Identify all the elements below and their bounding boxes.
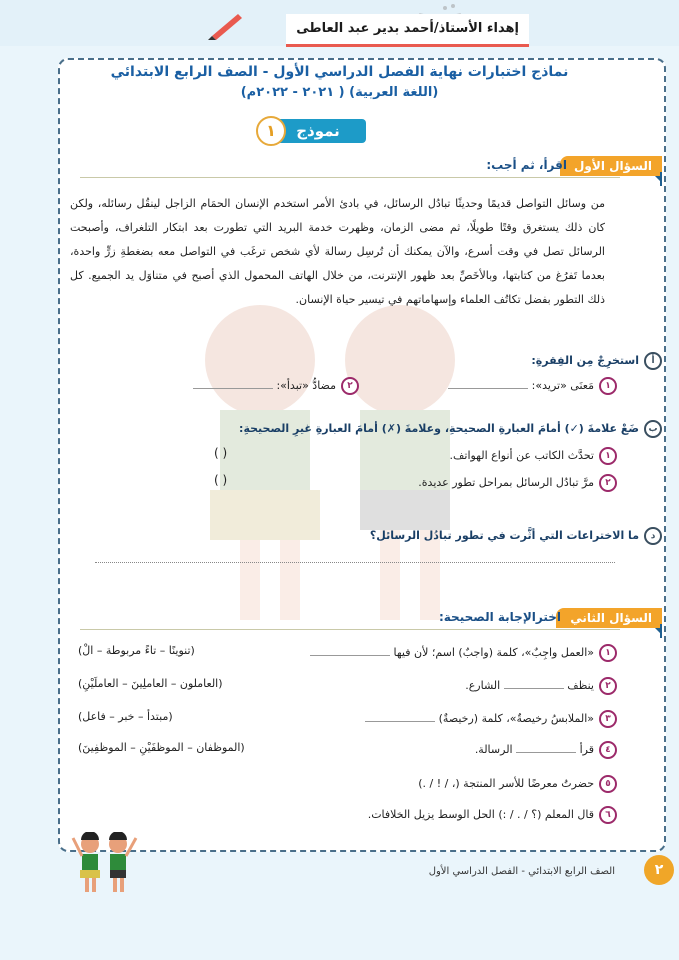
q2-item-3-options: (مبتدأ – خبر – فاعل) xyxy=(78,710,173,723)
q2-item-1-options: (تنوينًا – تاءً مربوطة – الْ) xyxy=(78,644,195,657)
divider xyxy=(80,629,620,630)
item-number: ٢ xyxy=(341,377,359,395)
pencil-icon xyxy=(208,10,244,40)
q2-item-6 xyxy=(368,806,617,824)
part-a-prompt xyxy=(531,352,662,370)
item-text-after: الشارع. xyxy=(465,679,501,692)
q2-item-4-options: (الموظفان – الموظفَيْنِ – الموظفِينَ) xyxy=(78,741,245,754)
item-text: قال المعلم (؟ / . / :) الحل الوسط يزيل الخلافات. xyxy=(367,808,594,821)
part-c-text: ما الاختراعات التي أثَّرت في تطور تبادُل الرسائل؟ xyxy=(369,529,639,542)
item-text: حضرتُ معرضًا للأسر المنتجة (، / ! / .) xyxy=(418,777,594,790)
item-text: «العمل واجِبٌ»، كلمة (واجبٌ) اسم؛ لأن فيها xyxy=(393,646,594,659)
question1-instruction: اقرأ، ثم أجب: xyxy=(486,158,567,172)
part-a-item-2 xyxy=(193,377,359,395)
reading-passage: من وسائل التواصل قديمًا وحديثًا تبادُل الرسائل، في بادئ الأمر استخدم الإنسان الحمَام الزاجل لينقُل رسائله، ولكن كان ذلك يستغرق وقتًا طويلًا، ثم مضى الزمان، وظهرت خدمة البريد التي تطورت بعد ابتكار التلغراف، وأصبحت الرسائل تصل في وقت أسرع، والآن يمكنك أن تُرسِل رسالة لأي شخص ترغَب في التواصل معه بضغطةِ زرٍّ واحدة، بعدما تَفرُغ من كتابتها، وبالأخَصِّ بعد ظهور الإنترنت، من خلال الهاتف المحمول الذي أصبح في متناوَل يد الجميع. كل ذلك التطور بفضل تكاتُف العلماء وإسهاماتهم في تيسير حياة الإنسان. xyxy=(70,197,605,306)
item-text-before: قرأ xyxy=(579,743,594,756)
item-text: مَعنَى «تريد»: xyxy=(531,379,594,392)
question1-tab: السؤال الأول xyxy=(560,156,662,176)
exam-title: نماذج اختبارات نهاية الفصل الدراسي الأول - الصف الرابع الابتدائي xyxy=(110,64,569,80)
dedication-banner: إهداء الأستاذ/أحمد بدير عبد العاطى xyxy=(286,14,529,47)
question2-tab: السؤال الثاني xyxy=(556,608,662,628)
part-a-letter: أ xyxy=(644,352,662,370)
model-label: نموذج xyxy=(270,119,366,143)
kids-illustration xyxy=(70,832,142,894)
part-c-letter: د xyxy=(644,527,662,545)
item-text-before: ينظف xyxy=(567,679,594,692)
part-a-text: استخرِجْ مِن الفِقرةِ: xyxy=(531,354,639,367)
answer-box-1[interactable]: ( ) xyxy=(214,446,228,460)
exam-subtitle: (اللغة العربية) ( ٢٠٢١ - ٢٠٢٢م) xyxy=(240,85,439,100)
page-number: ٢ xyxy=(644,855,674,885)
item-text: «الملابسُ رخيصةٌ»، كلمة (رخيصةٌ) xyxy=(438,712,594,725)
q2-item-2 xyxy=(465,677,617,695)
answer-blank[interactable] xyxy=(448,388,528,389)
side-accent xyxy=(660,624,662,638)
part-b-letter: ب xyxy=(644,420,662,438)
answer-line[interactable] xyxy=(95,562,615,563)
item-number: ٥ xyxy=(599,775,617,793)
item-number: ٤ xyxy=(599,741,617,759)
answer-blank[interactable] xyxy=(504,688,564,689)
part-b-prompt xyxy=(239,420,662,438)
item-text: مضادُّ «تبدأ»: xyxy=(276,379,336,392)
question2-instruction: اخترالإجابة الصحيحة: xyxy=(438,610,561,624)
q2-item-4 xyxy=(475,741,617,759)
item-number: ٦ xyxy=(599,806,617,824)
model-number: ١ xyxy=(256,116,286,146)
item-number: ١ xyxy=(599,447,617,465)
item-number: ٣ xyxy=(599,710,617,728)
part-a-item-1 xyxy=(448,377,617,395)
q2-item-3 xyxy=(365,710,617,728)
item-number: ٢ xyxy=(599,677,617,695)
answer-blank[interactable] xyxy=(365,721,435,722)
side-accent xyxy=(660,172,662,186)
part-b-item-1 xyxy=(450,447,618,465)
item-text: مرَّ تبادُل الرسائل بمراحل تطور عديدة. xyxy=(418,476,594,489)
model-badge xyxy=(232,116,432,146)
item-number: ١ xyxy=(599,377,617,395)
item-number: ٢ xyxy=(599,474,617,492)
answer-blank[interactable] xyxy=(516,752,576,753)
q2-item-1 xyxy=(310,644,617,662)
item-text-after: الرسالة. xyxy=(474,743,513,756)
divider xyxy=(80,177,620,178)
q2-item-5 xyxy=(418,775,617,793)
answer-blank[interactable] xyxy=(310,655,390,656)
item-number: ١ xyxy=(599,644,617,662)
item-text: تحدَّث الكاتب عن أنواع الهواتف. xyxy=(449,449,594,462)
footer-text: الصف الرابع الابتدائي - الفصل الدراسي الأول xyxy=(428,866,615,877)
part-c-prompt xyxy=(370,527,662,545)
answer-box-2[interactable]: ( ) xyxy=(214,473,228,487)
q2-item-2-options: (العاملون – العاملِينَ – العاملَيْنِ) xyxy=(78,677,223,690)
part-b-text: ضَعْ علامةَ (✓) أمامَ العبارةِ الصحيحةِ، وعلامةَ (✗) أمامَ العبارةِ غيرِ الصحيحةِ: xyxy=(239,422,639,435)
part-b-item-2 xyxy=(418,474,617,492)
answer-blank[interactable] xyxy=(193,388,273,389)
